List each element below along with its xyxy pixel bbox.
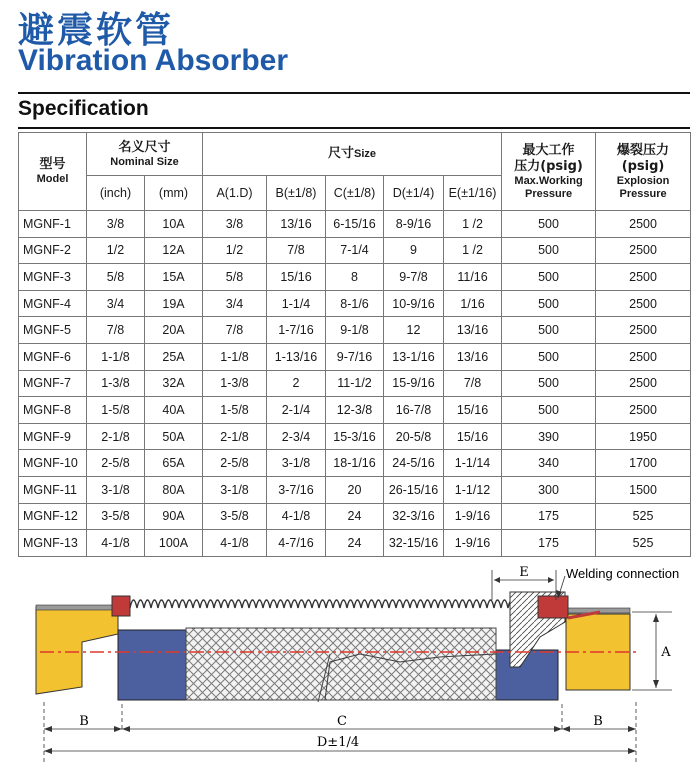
label-b-left: B [79, 714, 89, 729]
table-cell: 12-3/8 [326, 397, 384, 424]
model-cell: MGNF-4 [19, 290, 87, 317]
table-cell: 32A [145, 370, 203, 397]
table-cell: 7/8 [203, 317, 267, 344]
table-cell: 1-3/8 [203, 370, 267, 397]
table-cell: 3-5/8 [87, 503, 145, 530]
table-cell: 9-7/8 [384, 264, 444, 291]
right-ferrule [496, 650, 558, 700]
table-cell: 1/2 [203, 237, 267, 264]
spec-table [18, 132, 691, 557]
table-row [19, 503, 691, 530]
table-row [19, 397, 691, 424]
table-cell: 13/16 [444, 317, 502, 344]
table-cell: 1-7/16 [267, 317, 326, 344]
table-cell: 8-9/16 [384, 211, 444, 238]
table-cell: 20 [326, 476, 384, 503]
table-cell: 1-1/8 [203, 343, 267, 370]
table-cell: 7-1/4 [326, 237, 384, 264]
model-cell: MGNF-12 [19, 503, 87, 530]
spec-heading: Specification [18, 97, 149, 120]
table-cell: 2-5/8 [87, 450, 145, 477]
table-cell: 2 [267, 370, 326, 397]
spec-divider [18, 127, 690, 129]
model-cell: MGNF-2 [19, 237, 87, 264]
table-cell: 1-9/16 [444, 503, 502, 530]
left-tube-end [36, 607, 118, 694]
table-cell: 15/16 [267, 264, 326, 291]
table-row [19, 530, 691, 557]
table-cell: 4-1/8 [87, 530, 145, 557]
table-cell: 1 /2 [444, 211, 502, 238]
header-c: C(±1/8) [326, 176, 384, 211]
table-row [19, 370, 691, 397]
header-explosion-pressure: 爆裂压力 (psig) Explosion Pressure [596, 133, 691, 211]
header-b: B(±1/8) [267, 176, 326, 211]
table-cell: 12A [145, 237, 203, 264]
table-cell: 9-1/8 [326, 317, 384, 344]
table-cell: 11-1/2 [326, 370, 384, 397]
table-cell: 1950 [596, 423, 691, 450]
table-cell: 525 [596, 530, 691, 557]
table-cell: 32-3/16 [384, 503, 444, 530]
table-cell: 1-3/8 [87, 370, 145, 397]
table-cell: 500 [502, 370, 596, 397]
table-cell: 32-15/16 [384, 530, 444, 557]
table-cell: 3/4 [87, 290, 145, 317]
table-cell: 26-15/16 [384, 476, 444, 503]
table-row [19, 450, 691, 477]
left-ferrule [118, 630, 186, 700]
label-d: D±1/4 [316, 735, 360, 750]
table-cell: 12 [384, 317, 444, 344]
table-cell: 25A [145, 343, 203, 370]
table-cell: 24-5/16 [384, 450, 444, 477]
right-weld-cap [538, 596, 568, 618]
top-divider [18, 92, 690, 94]
label-e: E [519, 565, 529, 580]
table-cell: 10-9/16 [384, 290, 444, 317]
model-cell: MGNF-7 [19, 370, 87, 397]
table-cell: 3-1/8 [203, 476, 267, 503]
table-cell: 1700 [596, 450, 691, 477]
table-cell: 1/2 [87, 237, 145, 264]
header-nominal-size: 名义尺寸 Nominal Size [87, 133, 203, 176]
table-cell: 15-3/16 [326, 423, 384, 450]
model-cell: MGNF-9 [19, 423, 87, 450]
table-cell: 1-9/16 [444, 530, 502, 557]
spec-table-body [19, 211, 691, 557]
table-cell: 13/16 [267, 211, 326, 238]
table-cell: 13-1/16 [384, 343, 444, 370]
model-cell: MGNF-13 [19, 530, 87, 557]
table-cell: 2500 [596, 290, 691, 317]
label-c: C [337, 714, 347, 729]
table-cell: 15A [145, 264, 203, 291]
table-cell: 90A [145, 503, 203, 530]
table-cell: 24 [326, 503, 384, 530]
table-cell: 100A [145, 530, 203, 557]
header-max-working-pressure: 最大工作 压力(psig) Max.Working Pressure [502, 133, 596, 211]
header-e: E(±1/16) [444, 176, 502, 211]
model-cell: MGNF-5 [19, 317, 87, 344]
table-cell: 1-5/8 [203, 397, 267, 424]
model-cell: MGNF-3 [19, 264, 87, 291]
table-cell: 2-3/4 [267, 423, 326, 450]
table-cell: 15-9/16 [384, 370, 444, 397]
header-size: 尺寸Size [203, 133, 502, 176]
table-cell: 2500 [596, 343, 691, 370]
table-cell: 13/16 [444, 343, 502, 370]
table-cell: 300 [502, 476, 596, 503]
table-cell: 18-1/16 [326, 450, 384, 477]
table-cell: 16-7/8 [384, 397, 444, 424]
table-row [19, 423, 691, 450]
table-cell: 2-5/8 [203, 450, 267, 477]
table-cell: 1-1/8 [87, 343, 145, 370]
table-cell: 10A [145, 211, 203, 238]
table-cell: 40A [145, 397, 203, 424]
table-cell: 2500 [596, 211, 691, 238]
table-cell: 50A [145, 423, 203, 450]
table-cell: 4-1/8 [203, 530, 267, 557]
table-cell: 2500 [596, 317, 691, 344]
table-cell: 500 [502, 397, 596, 424]
table-cell: 1/16 [444, 290, 502, 317]
table-cell: 2-1/8 [87, 423, 145, 450]
table-cell: 500 [502, 343, 596, 370]
table-cell: 24 [326, 530, 384, 557]
table-cell: 340 [502, 450, 596, 477]
table-cell: 1-5/8 [87, 397, 145, 424]
left-weld-cap [112, 596, 130, 616]
table-cell: 1 /2 [444, 237, 502, 264]
table-cell: 3-1/8 [267, 450, 326, 477]
table-row [19, 237, 691, 264]
table-cell: 3-1/8 [87, 476, 145, 503]
table-row [19, 343, 691, 370]
table-cell: 1-1/12 [444, 476, 502, 503]
model-cell: MGNF-10 [19, 450, 87, 477]
table-cell: 7/8 [444, 370, 502, 397]
page-title-en: Vibration Absorber [18, 44, 289, 77]
table-cell: 4-1/8 [267, 503, 326, 530]
table-cell: 7/8 [267, 237, 326, 264]
header-a: A(1.D) [203, 176, 267, 211]
table-cell: 500 [502, 264, 596, 291]
table-cell: 1-13/16 [267, 343, 326, 370]
label-b-right: B [593, 714, 603, 729]
table-cell: 390 [502, 423, 596, 450]
table-cell: 500 [502, 211, 596, 238]
table-row [19, 317, 691, 344]
table-cell: 500 [502, 237, 596, 264]
table-cell: 8 [326, 264, 384, 291]
header-inch: (inch) [87, 176, 145, 211]
table-cell: 7/8 [87, 317, 145, 344]
table-cell: 9-7/16 [326, 343, 384, 370]
table-cell: 175 [502, 530, 596, 557]
table-cell: 175 [502, 503, 596, 530]
table-row [19, 211, 691, 238]
table-cell: 8-1/6 [326, 290, 384, 317]
table-cell: 15/16 [444, 397, 502, 424]
table-cell: 20A [145, 317, 203, 344]
header-d: D(±1/4) [384, 176, 444, 211]
table-cell: 1500 [596, 476, 691, 503]
table-cell: 3/8 [203, 211, 267, 238]
model-cell: MGNF-6 [19, 343, 87, 370]
table-cell: 3/8 [87, 211, 145, 238]
header-mm: (mm) [145, 176, 203, 211]
table-cell: 3-5/8 [203, 503, 267, 530]
table-cell: 500 [502, 317, 596, 344]
table-cell: 5/8 [87, 264, 145, 291]
bellows-corrugation [130, 600, 536, 608]
table-cell: 5/8 [203, 264, 267, 291]
table-cell: 1-1/4 [267, 290, 326, 317]
table-cell: 3/4 [203, 290, 267, 317]
table-row [19, 476, 691, 503]
table-cell: 500 [502, 290, 596, 317]
header-model: 型号 Model [19, 133, 87, 211]
table-cell: 9 [384, 237, 444, 264]
table-cell: 1-1/14 [444, 450, 502, 477]
table-cell: 2-1/4 [267, 397, 326, 424]
hose-diagram [0, 562, 700, 780]
table-cell: 65A [145, 450, 203, 477]
table-cell: 6-15/16 [326, 211, 384, 238]
table-cell: 4-7/16 [267, 530, 326, 557]
table-cell: 2500 [596, 397, 691, 424]
table-cell: 80A [145, 476, 203, 503]
table-cell: 2500 [596, 264, 691, 291]
label-a: A [661, 645, 671, 660]
table-cell: 525 [596, 503, 691, 530]
table-cell: 11/16 [444, 264, 502, 291]
table-row [19, 264, 691, 291]
model-cell: MGNF-1 [19, 211, 87, 238]
label-welding-connection: Welding connection [566, 566, 680, 581]
table-cell: 20-5/8 [384, 423, 444, 450]
model-cell: MGNF-11 [19, 476, 87, 503]
table-cell: 3-7/16 [267, 476, 326, 503]
table-cell: 2500 [596, 370, 691, 397]
table-row [19, 290, 691, 317]
table-cell: 2500 [596, 237, 691, 264]
table-cell: 2-1/8 [203, 423, 267, 450]
table-cell: 19A [145, 290, 203, 317]
table-cell: 15/16 [444, 423, 502, 450]
model-cell: MGNF-8 [19, 397, 87, 424]
page-title-cn: 避震软管 [18, 10, 175, 51]
